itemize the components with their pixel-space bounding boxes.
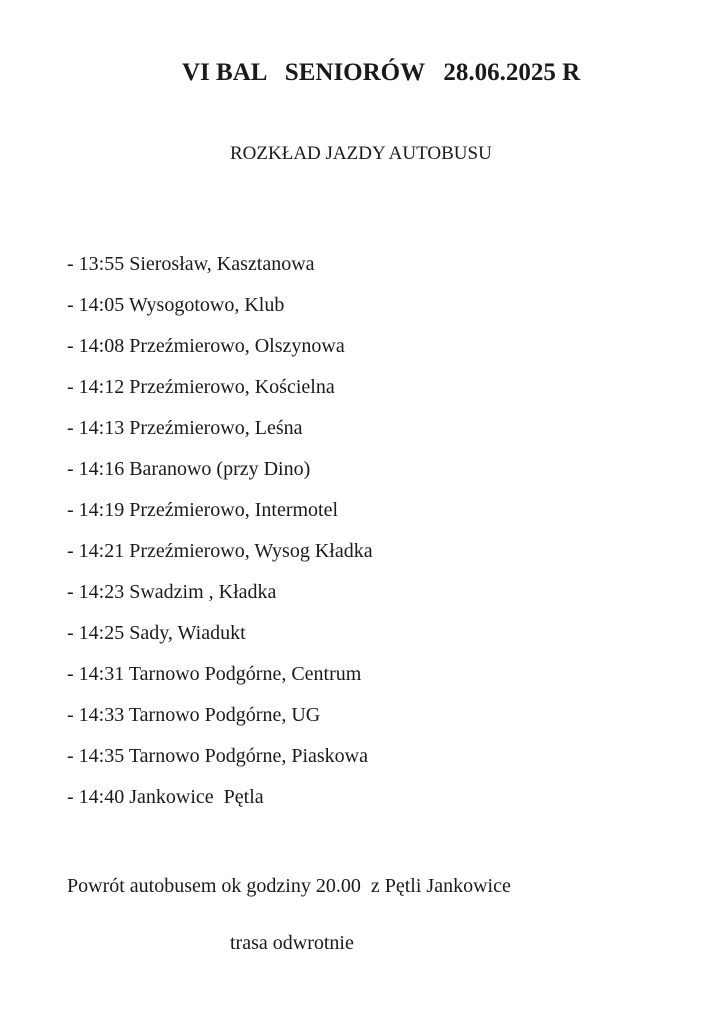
schedule-stop: - 14:16 Baranowo (przy Dino) [67, 458, 311, 480]
schedule-stop: - 14:23 Swadzim , Kładka [67, 581, 277, 603]
schedule-stop: - 14:25 Sady, Wiadukt [67, 622, 246, 644]
page-title: VI BAL SENIORÓW 28.06.2025 R [182, 59, 581, 86]
schedule-stop: - 14:19 Przeźmierowo, Intermotel [67, 499, 339, 521]
bus-schedule-list [67, 252, 373, 826]
schedule-stop: - 14:40 Jankowice Pętla [67, 786, 264, 808]
schedule-stop: - 14:33 Tarnowo Podgórne, UG [67, 704, 321, 726]
schedule-heading: ROZKŁAD JAZDY AUTOBUSU [230, 143, 492, 164]
schedule-stop: - 14:31 Tarnowo Podgórne, Centrum [67, 663, 362, 685]
return-note: Powrót autobusem ok godziny 20.00 z Pętli Jankowice [67, 875, 511, 897]
schedule-stop: - 14:13 Przeźmierowo, Leśna [67, 417, 303, 439]
schedule-stop: - 14:21 Przeźmierowo, Wysog Kładka [67, 540, 373, 562]
schedule-stop: - 14:12 Przeźmierowo, Kościelna [67, 376, 335, 398]
schedule-stop: - 14:08 Przeźmierowo, Olszynowa [67, 335, 345, 357]
schedule-stop: - 14:05 Wysogotowo, Klub [67, 294, 285, 316]
route-note: trasa odwrotnie [230, 932, 354, 954]
schedule-stop: - 13:55 Sierosław, Kasztanowa [67, 253, 315, 275]
schedule-stop: - 14:35 Tarnowo Podgórne, Piaskowa [67, 745, 368, 767]
